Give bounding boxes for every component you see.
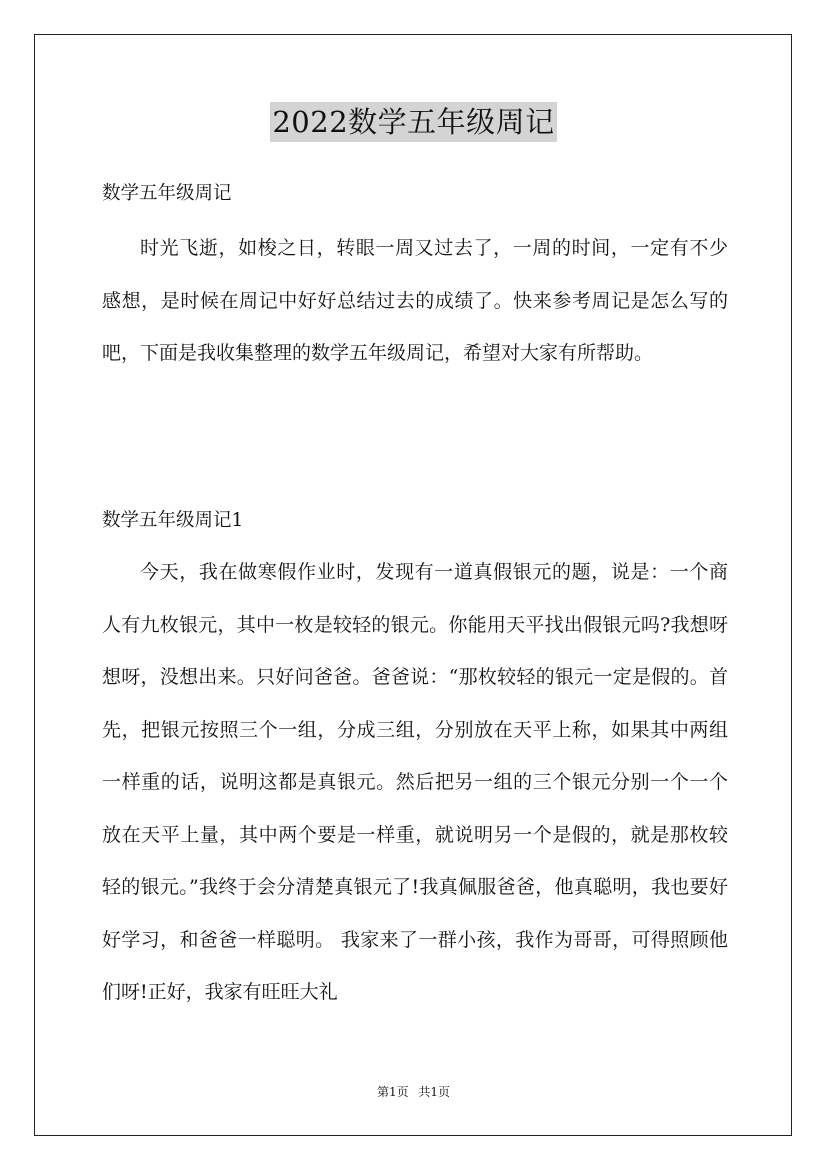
section-1-heading: 数学五年级周记1: [102, 510, 244, 531]
intro-paragraph: 时光飞逝，如梭之日，转眼一周又过去了，一周的时间，一定有不少感想，是时候在周记中好好总结过去的成绩了。快来参考周记是怎么写的吧，下面是我收集整理的数学五年级周记，希望对大家有所帮助。: [102, 237, 728, 364]
section-1-paragraph: 今天，我在做寒假作业时，发现有一道真假银元的题，说是：一个商人有九枚银元，其中一枚是较轻的银元。你能用天平找出假银元吗?我想呀想呀，没想出来。只好问爸爸。爸爸说：“那枚较轻的银元一定是假的。首先，把银元按照三个一组，分成三组，分别放在天平上称，如果其中两组一样重的话，说明这都是真银元。然后把另一组的三个银元分别一个一个放在天平上量，其中两个要是一样重，就说明另一个是假的，就是那枚较轻的银元。”我终于会分清楚真银元了!我真佩服爸爸，他真聪明，我也要好好学习，和爸爸一样聪明。 我家来了一群小孩，我作为哥哥，可得照顾他们呀!正好，我家有旺旺大礼: [102, 561, 728, 1003]
document-title: [0, 102, 827, 142]
document-subtitle: 数学五年级周记: [102, 183, 232, 204]
page-number-footer: 第1页 共1页: [376, 1085, 451, 1099]
document-title-text: 2022数学五年级周记: [270, 102, 556, 142]
